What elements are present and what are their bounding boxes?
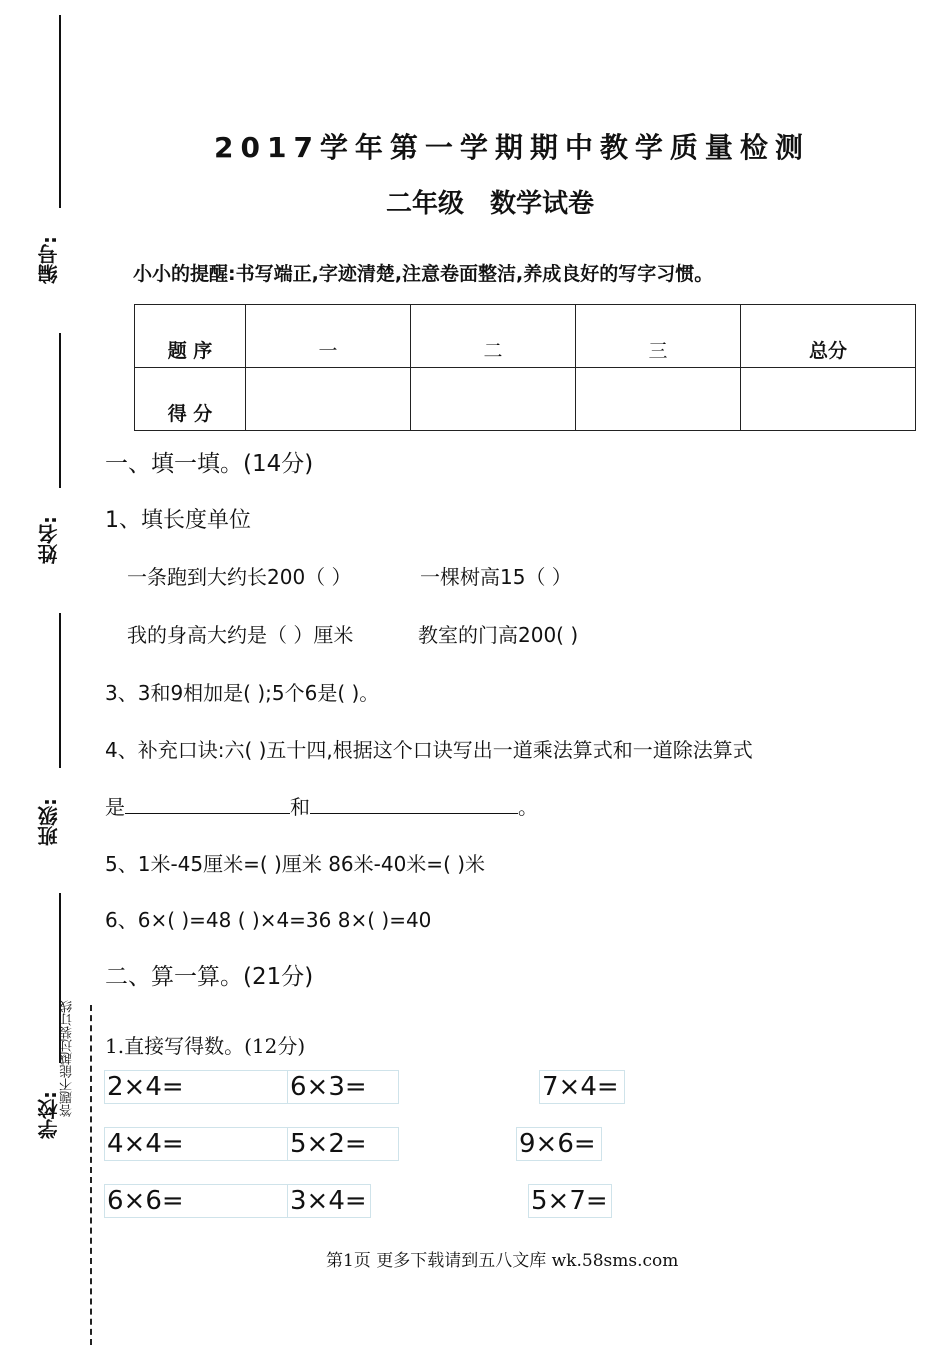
table-row (135, 305, 916, 368)
page-title: 2017学年第一学期期中教学质量检测 (214, 131, 810, 164)
score-cell[interactable] (576, 368, 741, 431)
score-cell[interactable] (246, 368, 411, 431)
reminder-text: 小小的提醒:书写端正,字迹清楚,注意卷面整洁,养成良好的写字习惯。 (133, 263, 714, 285)
table-cell: 一 (246, 305, 411, 368)
question-4-answer-line (105, 791, 538, 820)
page-subtitle: 二年级 数学试卷 (386, 189, 595, 219)
question-1c: 我的身高大约是（ ）厘米 (127, 623, 354, 647)
table-cell: 二 (411, 305, 576, 368)
calc-item: 6×6= (104, 1184, 288, 1218)
question-3: 3、3和9相加是( );5个6是( )。 (105, 681, 380, 705)
binding-line (59, 15, 61, 208)
calc-item: 4×4= (104, 1127, 288, 1161)
table-row (135, 368, 916, 431)
table-cell: 题 序 (135, 305, 246, 368)
calc-item: 5×2= (287, 1127, 399, 1161)
table-cell: 三 (576, 305, 741, 368)
answer-blank[interactable] (125, 795, 290, 814)
calc-item: 5×7= (528, 1184, 612, 1218)
score-cell[interactable] (741, 368, 916, 431)
subquestion-1: 1.直接写得数。(12分) (105, 1034, 306, 1058)
calc-item: 2×4= (104, 1070, 288, 1104)
question-5: 5、1米-45厘米=( )厘米 86米-40米=( )米 (105, 852, 486, 876)
question-1d: 教室的门高200( ) (418, 623, 579, 647)
q4-text-start: 是 (105, 795, 125, 819)
table-cell: 得 分 (135, 368, 246, 431)
q4-text-mid: 和 (290, 795, 310, 819)
binding-line (59, 613, 61, 768)
q4-text-end: 。 (518, 795, 538, 819)
question-4: 4、补充口诀:六( )五十四,根据这个口诀写出一道乘法算式和一道除法算式 (105, 738, 753, 762)
section-2-heading: 二、算一算。(21分) (105, 964, 314, 990)
school-label: 学校: (37, 1091, 61, 1139)
binding-dashed-line (90, 1005, 92, 1345)
class-label: 班级: (37, 798, 61, 846)
calc-item: 9×6= (516, 1127, 602, 1161)
score-table (134, 304, 916, 431)
question-1b: 一棵树高15（ ） (420, 565, 572, 589)
number-label: 编号: (37, 236, 61, 284)
calc-item: 6×3= (287, 1070, 399, 1104)
question-1a: 一条跑到大约长200（ ） (127, 565, 352, 589)
section-1-heading: 一、填一填。(14分) (105, 451, 314, 477)
table-cell: 总分 (741, 305, 916, 368)
calc-item: 7×4= (539, 1070, 625, 1104)
score-cell[interactable] (411, 368, 576, 431)
binding-notice: 答题不能越过装订线 (60, 1000, 75, 1117)
calc-item: 3×4= (287, 1184, 371, 1218)
page-footer: 第1页 更多下载请到五八文库 wk.58sms.com (326, 1251, 679, 1271)
question-1: 1、填长度单位 (105, 508, 251, 533)
question-6: 6、6×( )=48 ( )×4=36 8×( )=40 (105, 908, 432, 932)
answer-blank[interactable] (310, 795, 518, 814)
binding-line (59, 333, 61, 488)
name-label: 姓名: (37, 516, 61, 564)
